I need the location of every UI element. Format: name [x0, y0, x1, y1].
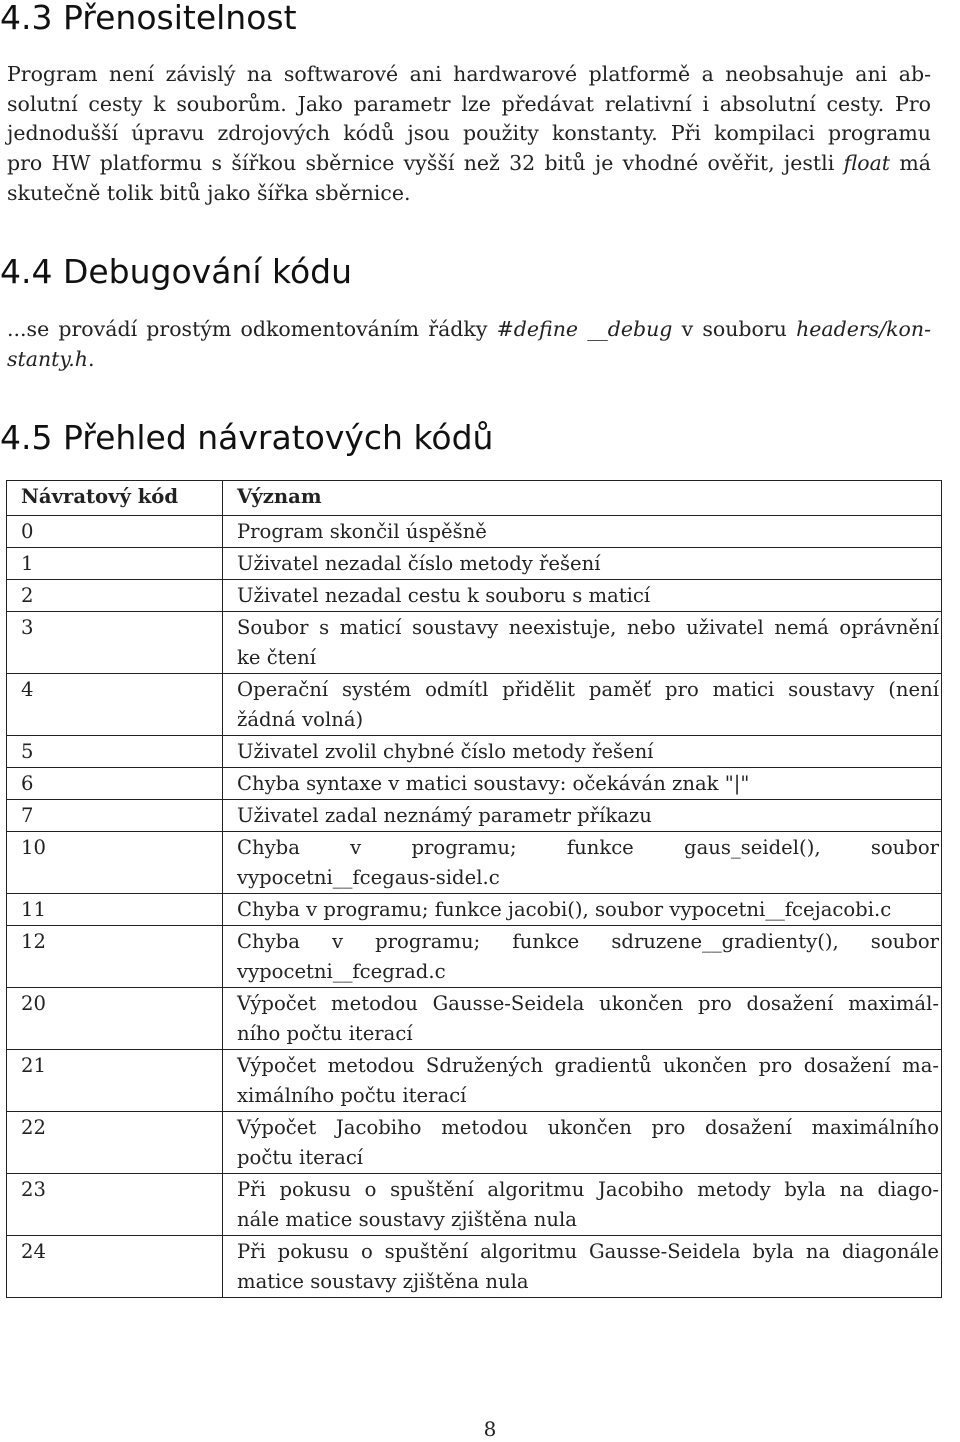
meaning-line: Soubor s maticí soustavy neexistuje, nebo uživatel nemá oprávnění: [237, 616, 939, 639]
meaning-line: Při pokusu o spuštění algoritmu Gausse-Seidela byla na diagonále: [237, 1240, 939, 1263]
meaning-line: Uživatel nezadal cestu k souboru s maticí: [237, 584, 651, 607]
paragraph-line: jednodušší úpravu zdrojových kódů jsou použity konstanty. Při kompilaci programu: [7, 121, 931, 146]
meaning-line: žádná volná): [237, 708, 364, 731]
paragraph-text: v souboru: [672, 317, 797, 341]
table-row: [7, 988, 942, 1050]
meaning-line: nále matice soustavy zjištěna nula: [237, 1208, 577, 1231]
table-row: [7, 800, 942, 832]
section-heading-debugging: 4.4 Debugování kódu: [0, 252, 352, 291]
return-code-meaning-cell: [223, 988, 942, 1050]
return-code-meaning-cell: [223, 516, 942, 548]
meaning-line: Operační systém odmítl přidělit paměť pro matici soustavy (není: [237, 678, 939, 701]
meaning-line: počtu iterací: [237, 1146, 364, 1169]
return-code-meaning-cell: [223, 580, 942, 612]
meaning-line: Chyba v programu; funkce gaus_seidel(), soubor: [237, 836, 939, 859]
return-code-meaning-cell: [223, 768, 942, 800]
paragraph-line: [7, 149, 931, 179]
return-codes-body: [7, 516, 942, 1298]
paragraph-text: pro HW platformu s šířkou sběrnice vyšší než 32 bitů je vhodné ověřit, jestli: [7, 151, 844, 176]
table-row: [7, 1236, 942, 1298]
table-row: [7, 1050, 942, 1112]
meaning-line: Chyba v programu; funkce sdruzene__gradienty(), soubor: [237, 930, 939, 953]
return-code-meaning-cell: [223, 1174, 942, 1236]
return-code-cell: 21: [7, 1050, 223, 1112]
meaning-line: Při pokusu o spuštění algoritmu Jacobiho metody byla na diago-: [237, 1178, 939, 1201]
meaning-line: Uživatel nezadal číslo metody řešení: [237, 552, 601, 575]
paragraph-line: Program není závislý na softwarové ani hardwarové platformě a neobsahuje ani ab-: [7, 62, 931, 86]
table-row: [7, 1174, 942, 1236]
return-code-cell: 22: [7, 1112, 223, 1174]
return-code-meaning-cell: [223, 612, 942, 674]
paragraph-line: [7, 345, 931, 375]
return-code-meaning-cell: [223, 1050, 942, 1112]
table-row: [7, 926, 942, 988]
section-heading-portability: 4.3 Přenositelnost: [0, 0, 297, 37]
debugging-paragraph: [7, 315, 931, 374]
return-code-cell: 4: [7, 674, 223, 736]
paragraph-text: má: [890, 151, 931, 176]
return-code-meaning-cell: [223, 832, 942, 894]
return-codes-table: [6, 480, 942, 1298]
meaning-line: ke čtení: [237, 646, 317, 669]
return-code-meaning-cell: [223, 1236, 942, 1298]
table-row: [7, 832, 942, 894]
return-code-cell: 7: [7, 800, 223, 832]
paragraph-text: .: [88, 346, 95, 371]
return-code-cell: 6: [7, 768, 223, 800]
return-code-cell: 23: [7, 1174, 223, 1236]
meaning-line: matice soustavy zjištěna nula: [237, 1270, 529, 1293]
paragraph-line: solutní cesty k souborům. Jako parametr lze předávat relativní i absolutní cesty. Pro: [7, 91, 931, 116]
header-file-path-cont: stanty.h: [7, 346, 88, 371]
portability-paragraph: [7, 60, 931, 209]
meaning-line: Uživatel zadal neznámý parametr příkazu: [237, 804, 652, 827]
return-code-meaning-cell: [223, 1112, 942, 1174]
meaning-line: vypocetni__fcegrad.c: [237, 960, 446, 983]
table-row: [7, 894, 942, 926]
paragraph-text: ...se provádí prostým odkomentováním řádky: [7, 317, 497, 341]
paragraph-line: skutečně tolik bitů jako šířka sběrnice.: [7, 180, 411, 205]
return-code-cell: 24: [7, 1236, 223, 1298]
meaning-line: ního počtu iterací: [237, 1022, 413, 1045]
table-row: [7, 674, 942, 736]
section-heading-return-codes: 4.5 Přehled návratových kódů: [0, 418, 494, 457]
meaning-line: Výpočet Jacobiho metodou ukončen pro dosažení maximálního: [237, 1116, 939, 1139]
meaning-line: ximálního počtu iterací: [237, 1084, 467, 1107]
meaning-line: Program skončil úspěšně: [237, 520, 487, 543]
table-header-row: [7, 481, 942, 516]
page-number: [0, 1417, 960, 1441]
meaning-line: Výpočet metodou Gausse-Seidela ukončen pro dosažení maximál-: [237, 992, 939, 1015]
table-row: [7, 516, 942, 548]
table-row: [7, 612, 942, 674]
return-code-meaning-cell: [223, 926, 942, 988]
meaning-line: Chyba v programu; funkce jacobi(), soubor vypocetni__fcejacobi.c: [237, 898, 892, 921]
return-code-meaning-cell: [223, 800, 942, 832]
column-header-meaning: Význam: [223, 481, 942, 516]
return-code-cell: 5: [7, 736, 223, 768]
return-code-cell: 0: [7, 516, 223, 548]
header-file-path: headers/kon-: [796, 317, 931, 341]
meaning-line: Uživatel zvolil chybné číslo metody řešení: [237, 740, 654, 763]
return-code-cell: 11: [7, 894, 223, 926]
table-row: [7, 736, 942, 768]
column-header-code: Návratový kód: [7, 481, 223, 516]
return-code-meaning-cell: [223, 736, 942, 768]
return-code-cell: 20: [7, 988, 223, 1050]
paragraph-line: [7, 315, 931, 345]
define-directive: #define __debug: [496, 317, 673, 341]
return-code-cell: 10: [7, 832, 223, 894]
return-code-meaning-cell: [223, 674, 942, 736]
return-code-cell: 2: [7, 580, 223, 612]
meaning-line: Chyba syntaxe v matici soustavy: očekáván znak "|": [237, 772, 750, 795]
meaning-line: Výpočet metodou Sdružených gradientů ukončen pro dosažení ma-: [237, 1054, 939, 1077]
page-number-text: 8: [483, 1417, 497, 1441]
return-code-cell: 3: [7, 612, 223, 674]
table-row: [7, 580, 942, 612]
meaning-line: vypocetni__fcegaus-sidel.c: [237, 866, 500, 889]
keyword-float: float: [843, 151, 891, 176]
table-row: [7, 768, 942, 800]
return-code-meaning-cell: [223, 894, 942, 926]
return-code-meaning-cell: [223, 548, 942, 580]
table-row: [7, 1112, 942, 1174]
return-code-cell: 12: [7, 926, 223, 988]
return-code-cell: 1: [7, 548, 223, 580]
table-row: [7, 548, 942, 580]
